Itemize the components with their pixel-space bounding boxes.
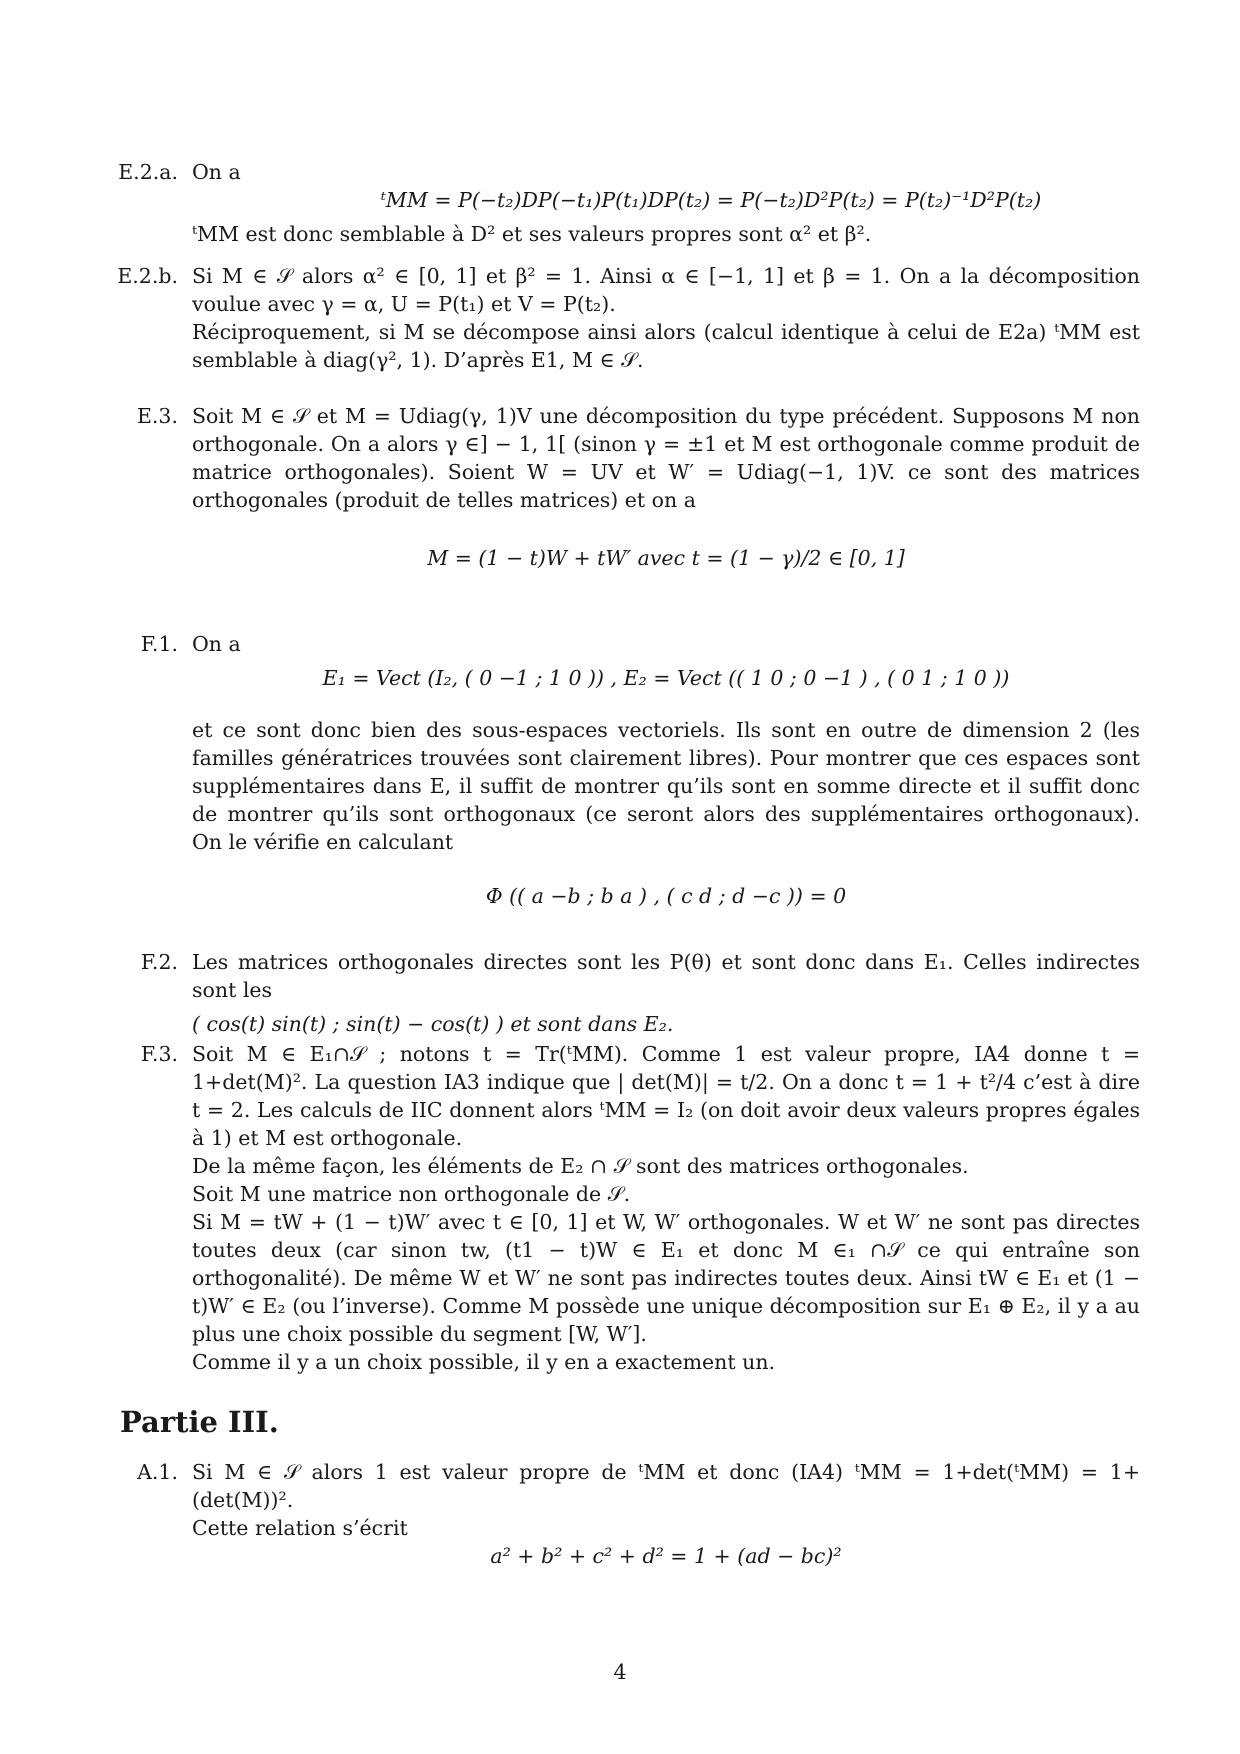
item-text: Si M ∈ 𝒮 alors 1 est valeur propre de ᵗMM et donc (IA4) ᵗMM = 1+det(ᵗMM) = 1+(det(M))². [192,1460,1140,1512]
item-e2b [100,262,1140,374]
section-title: Partie III. [120,1405,279,1439]
item-f3 [100,1040,1140,1376]
item-a1 [100,1458,1140,1570]
item-label: F.3. [140,1042,178,1066]
item-label: E.2.a. [118,160,178,184]
item-label: A.1. [137,1460,178,1484]
item-text: Soit M ∈ 𝒮 et M = Udiag(γ, 1)V une décomposition du type précédent. Supposons M non orthogonale. On a alors γ ∈] − 1, 1[ (sinon γ = ±1 et M est orthogonale comme produit de matrice orthogonales). Soient W = UV et W′ = Udiag(−1, 1)V. ce sont des matrices orthogonales (produit de telles matrices) et on a [192,404,1140,512]
item-text: Cette relation s’écrit [192,1516,408,1540]
item-text: De la même façon, les éléments de E₂ ∩ 𝒮 sont des matrices orthogonales. [192,1154,969,1178]
item-text: ᵗMM est donc semblable à D² et ses valeurs propres sont α² et β². [192,222,872,246]
item-text: On a [192,632,241,656]
item-e2a [100,158,1140,248]
equation: ( cos(t) sin(t) ; sin(t) − cos(t) ) et sont dans E₂. [192,1012,674,1036]
equation: ᵗMM = P(−t₂)DP(−t₁)P(t₁)DP(t₂) = P(−t₂)D²P(t₂) = P(t₂)⁻¹D²P(t₂) [380,188,1042,212]
item-f2 [100,948,1140,1038]
item-label: F.1. [140,632,178,656]
item-text: Soit M ∈ E₁∩𝒮 ; notons t = Tr(ᵗMM). Comme 1 est valeur propre, IA4 donne t = 1+det(M)². La question IA3 indique que | det(M)| = t/2. On a donc t = 1 + t²/4 c’est à dire t = 2. Les calculs de IIC donnent alors ᵗMM = I₂ (on doit avoir deux valeurs propres égales à 1) et M est orthogonale. [192,1042,1140,1150]
item-e3 [100,402,1140,572]
item-text: Réciproquement, si M se décompose ainsi alors (calcul identique à celui de E2a) ᵗMM est semblable à diag(γ², 1). D’après E1, M ∈ 𝒮. [192,320,1140,372]
item-text: On a [192,160,241,184]
item-text: Comme il y a un choix possible, il y en a exactement un. [192,1350,776,1374]
item-f1 [100,630,1140,910]
page-number: 4 [613,1660,627,1684]
equation: a² + b² + c² + d² = 1 + (ad − bc)² [490,1544,842,1568]
item-text: et ce sont donc bien des sous-espaces vectoriels. Ils sont en outre de dimension 2 (les familles génératrices trouvées sont clairement libres). Pour montrer que ces espaces sont supplémentaires dans E, il suffit de montrer qu’ils sont en somme directe et il suffit donc de montrer qu’ils sont orthogonaux (ce seront alors des supplémentaires orthogonaux). On le vérifie en calculant [192,718,1140,854]
equation: E₁ = Vect (I₂, ( 0 −1 ; 1 0 )) , E₂ = Vect (( 1 0 ; 0 −1 ) , ( 0 1 ; 1 0 )) [322,666,1010,690]
equation: M = (1 − t)W + tW′ avec t = (1 − γ)/2 ∈ [0, 1] [427,546,905,570]
item-label: E.2.b. [117,264,178,288]
item-text: Soit M une matrice non orthogonale de 𝒮. [192,1182,631,1206]
item-text: Si M = tW + (1 − t)W′ avec t ∈ [0, 1] et W, W′ orthogonales. W et W′ ne sont pas directes toutes deux (car sinon tw, (t1 − t)W ∈ E₁ et donc M ∈₁ ∩𝒮 ce qui entraîne son orthogonalité). De même W et W′ ne sont pas indirectes toutes deux. Ainsi tW ∈ E₁ et (1 − t)W′ ∈ E₂ (ou l’inverse). Comme M possède une unique décomposition sur E₁ ⊕ E₂, il y a au plus une choix possible du segment [W, W′]. [192,1210,1140,1346]
item-label: F.2. [140,950,178,974]
item-text: Si M ∈ 𝒮 alors α² ∈ [0, 1] et β² = 1. Ainsi α ∈ [−1, 1] et β = 1. On a la décomposition voulue avec γ = α, U = P(t₁) et V = P(t₂). [192,264,1140,316]
equation: Φ (( a −b ; b a ) , ( c d ; d −c )) = 0 [485,884,847,908]
item-text: Les matrices orthogonales directes sont les P(θ) et sont donc dans E₁. Celles indirectes sont les [192,950,1140,1002]
item-label: E.3. [136,404,178,428]
